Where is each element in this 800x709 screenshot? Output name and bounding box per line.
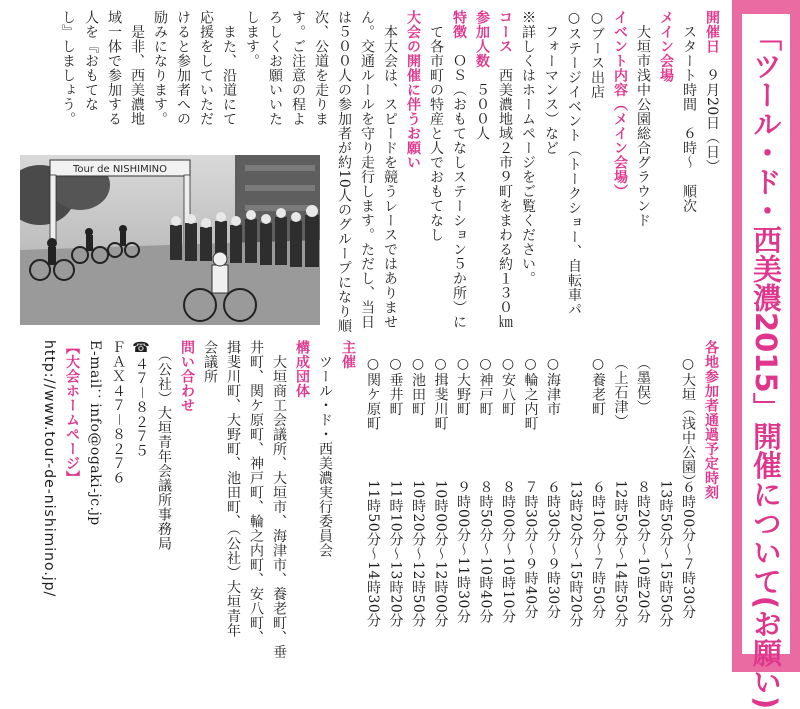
date-line: 開催日 ９月20日（日） bbox=[704, 10, 720, 174]
main-venue-label: メイン会場 bbox=[658, 10, 674, 83]
org-line-3: 揖斐川町、大野町、池田町、（公社）大垣青年 bbox=[225, 340, 241, 638]
schedule-row-name: ○安八町 bbox=[500, 356, 516, 416]
schedule-row-time: ７時30分～９時40分 bbox=[522, 480, 539, 620]
org-line-2: 井町、関ケ原町、神戸町、輪之内町、安八町、 bbox=[248, 340, 264, 645]
schedule-row-time: 13時20分～15時20分 bbox=[567, 480, 584, 628]
org-label: 構成団体 bbox=[294, 340, 310, 398]
stage-line: ○ステージイベント（トークショー、自転車パ bbox=[566, 10, 582, 317]
schedule-row-name: （上石津） bbox=[612, 356, 629, 429]
request-line-9: 応援をしていただ bbox=[198, 10, 214, 126]
banner-text: Tour de NISHIMINO bbox=[72, 164, 168, 175]
request-line-12: 是非、西美濃地 bbox=[129, 10, 145, 126]
request-line-13: 域一体で参加する bbox=[106, 10, 122, 126]
contact-line-2: ☎４７－８２７５ bbox=[133, 340, 149, 458]
request-line-2: ん。交通ルールを守り走行します。ただし、当日 bbox=[359, 10, 375, 329]
request-line-1: 本大会は、スピードを競うレースではありませ bbox=[382, 10, 398, 329]
request-line-7: します。 bbox=[244, 10, 260, 68]
schedule-row-name: ○養老町 bbox=[590, 356, 606, 416]
schedule-row-time: 13時50分～15時50分 bbox=[657, 480, 674, 628]
schedule-row-name: ○揖斐川町 bbox=[432, 356, 449, 431]
schedule-row-time: 11時50分～14時30分 bbox=[365, 480, 381, 628]
feature-line-2: て各市町の特産と人でおもてなし bbox=[428, 10, 444, 242]
schedule-row-time: ６時10分～７時50分 bbox=[590, 480, 606, 620]
schedule-row-name: ○大垣（浅中公園） bbox=[680, 356, 696, 489]
schedule-row-name: ○池田町 bbox=[410, 356, 426, 416]
request-line-15: し』しましょう。 bbox=[60, 10, 76, 126]
org-line-1: 大垣商工会議所、大垣市、海津市、養老町、垂 bbox=[271, 340, 287, 659]
contact-line-3: ＦＡＸ４７－８２７６ bbox=[110, 340, 126, 485]
contact-label: 問い合わせ bbox=[179, 340, 195, 413]
schedule-row-time: ９時00分～11時30分 bbox=[455, 480, 471, 624]
booth-line: ○ブース出店 bbox=[589, 10, 605, 99]
request-line-4: 次、公道を走りま bbox=[313, 10, 329, 126]
homepage-label: 【大会ホームページ】 bbox=[64, 340, 80, 485]
request-line-10: けると参加者への bbox=[175, 10, 191, 126]
feature-line: 特徴 ＯＳ（おもてなしステーション５か所）に bbox=[451, 10, 467, 329]
course-line: コース 西美濃地域２市９町をまわる約１３０㎞ bbox=[497, 10, 513, 329]
main-venue-text: 大垣市浅中公園総合グラウンド bbox=[635, 10, 651, 228]
schedule-row-name: ○関ケ原町 bbox=[365, 356, 381, 431]
schedule-row-name: ○輪之内町 bbox=[522, 356, 539, 431]
schedule-row-time: ８時50分～10時40分 bbox=[477, 480, 494, 624]
schedule-row-time: 10時20分～12時50分 bbox=[410, 480, 426, 628]
schedule-row-time: ８時20分～10時20分 bbox=[635, 480, 651, 624]
stage-line-2: フォーマンス）など bbox=[543, 10, 559, 155]
contact-line-4: E-mail：info@ogaki-jc.jp bbox=[87, 340, 103, 526]
request-line-14: 人を『おもてな bbox=[83, 10, 99, 112]
schedule-row-name: ○大野町 bbox=[455, 356, 471, 416]
participants-line: 参加人数 ５００人 bbox=[474, 10, 490, 141]
schedule-row-time: 11時10分～13時20分 bbox=[387, 480, 404, 628]
request-line-3: は５００人の参加者が約10人のグループになり順 bbox=[336, 10, 352, 334]
event-content-label: イベント内容（メイン会場） bbox=[612, 10, 628, 199]
request-label: 大会の開催に伴うお願い bbox=[405, 10, 421, 170]
request-line-8: また、沿道にて bbox=[221, 10, 237, 126]
schedule-row-time: ８時00分～10時10分 bbox=[500, 480, 516, 624]
schedule-row-name: （墨俣） bbox=[635, 356, 651, 414]
schedule-row-name: ○海津市 bbox=[545, 356, 561, 416]
org-line-4: 会議所 bbox=[202, 340, 218, 384]
schedule-row-name: ○神戸町 bbox=[477, 356, 494, 416]
host-text: ツール・ド・西美濃実行委員会 bbox=[317, 340, 333, 558]
request-line-11: 励みになります。 bbox=[152, 10, 168, 126]
schedule-row-time: ６時30分～９時30分 bbox=[545, 480, 561, 620]
schedule-row-name: ○垂井町 bbox=[387, 356, 404, 416]
host-label: 主催 bbox=[340, 340, 356, 369]
schedule-row-time: 12時50分～14時50分 bbox=[612, 480, 629, 628]
request-line-6: ろしくお願いいた bbox=[267, 10, 283, 126]
start-time-line: スタート時間 ６時～ 順次 bbox=[681, 10, 697, 213]
contact-line-1: （公社）大垣青年会議所事務局 bbox=[156, 340, 172, 551]
event-photo bbox=[20, 155, 320, 325]
schedule-heading: 各地参加者通過予定時刻 bbox=[703, 340, 719, 500]
schedule-row-time: ６時00分～７時30分 bbox=[680, 480, 696, 620]
homepage-link[interactable]: http://www.tour-de-nishimino.jp/ bbox=[41, 340, 57, 598]
page-title: 「ツール・ド・西美濃2015」開催について(お願い) bbox=[749, 22, 783, 709]
note-line: ※詳しくはホームページをご覧ください。 bbox=[520, 10, 536, 286]
request-line-5: す。ご注意の程よ bbox=[290, 10, 306, 126]
schedule-row-time: 10時00分～12時00分 bbox=[432, 480, 449, 628]
